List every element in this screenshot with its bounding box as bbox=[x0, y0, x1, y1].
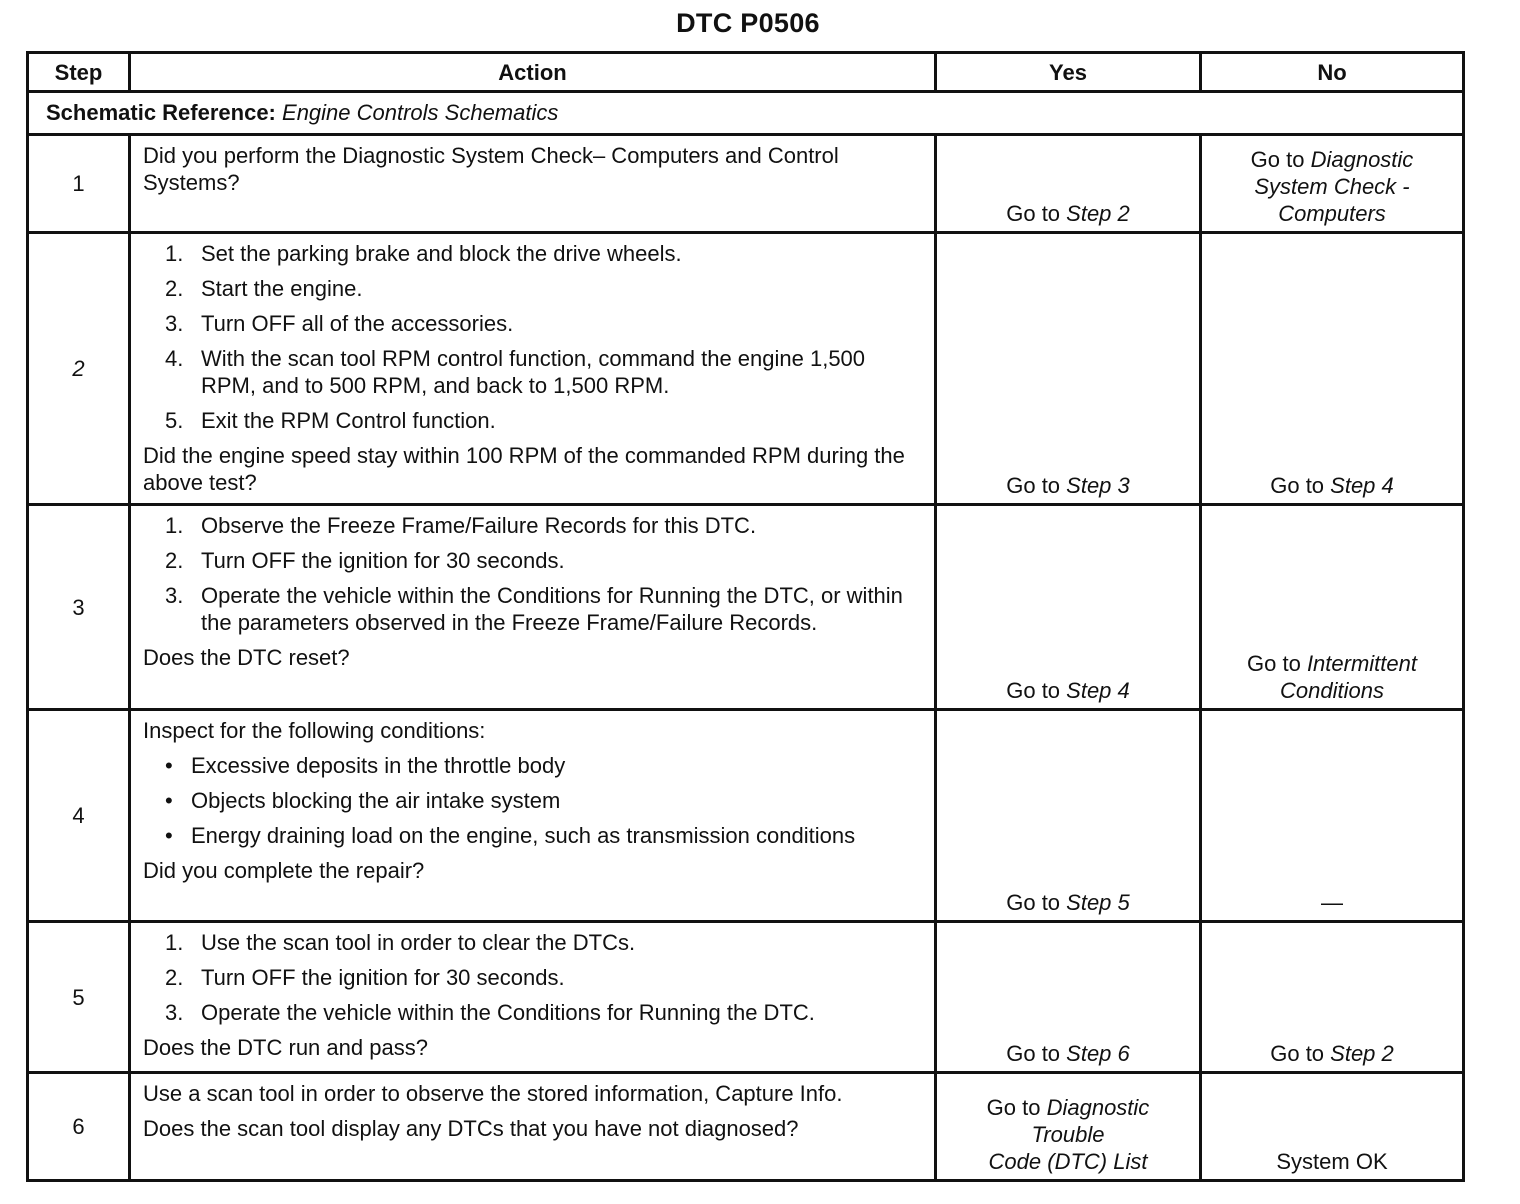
go-to-text: Go to bbox=[1006, 1041, 1067, 1066]
condition-text: Energy draining load on the engine, such as transmission conditions bbox=[191, 823, 856, 848]
bullet-icon: • bbox=[165, 753, 173, 778]
outcome-text: System OK bbox=[1276, 1149, 1388, 1174]
condition-item bbox=[165, 787, 924, 814]
outcome-link[interactable]: Diagnostic bbox=[1046, 1095, 1150, 1120]
action-step-number: 2. bbox=[165, 276, 184, 301]
action-question: Did you perform the Diagnostic System Check– Computers and Control Systems? bbox=[143, 143, 839, 195]
action-step bbox=[165, 929, 924, 956]
outcome-link[interactable]: Diagnostic bbox=[1310, 147, 1414, 172]
action-steps bbox=[143, 240, 924, 434]
action-cell bbox=[130, 922, 936, 1073]
action-question: Did you complete the repair? bbox=[143, 858, 425, 883]
no-outcome bbox=[1201, 135, 1464, 233]
action-step-number: 5. bbox=[165, 408, 184, 433]
action-question: Does the DTC run and pass? bbox=[143, 1035, 428, 1060]
schematic-reference-row bbox=[28, 92, 1464, 135]
header-step: Step bbox=[28, 53, 130, 92]
step-row bbox=[28, 233, 1464, 505]
outcome-link[interactable]: Intermittent bbox=[1306, 651, 1417, 676]
page-title: DTC P0506 bbox=[676, 8, 820, 38]
action-cell bbox=[130, 505, 936, 710]
step-link[interactable]: Step 6 bbox=[1066, 1041, 1130, 1066]
go-to-text: Go to bbox=[1006, 890, 1067, 915]
outcome-line[interactable]: Code (DTC) List bbox=[988, 1149, 1148, 1174]
step-number: 5 bbox=[28, 922, 130, 1073]
go-to-text: Go to bbox=[1270, 1041, 1331, 1066]
action-step-text: Operate the vehicle within the Conditions for Running the DTC, or within the parameters observed in the Freeze Frame/Failure Records. bbox=[201, 583, 903, 635]
step-row bbox=[28, 1073, 1464, 1181]
step-number: 6 bbox=[28, 1073, 130, 1181]
action-step-text: Use the scan tool in order to clear the DTCs. bbox=[201, 930, 636, 955]
action-step-number: 1. bbox=[165, 513, 184, 538]
yes-outcome bbox=[936, 233, 1201, 505]
diagnostic-table bbox=[26, 51, 1465, 1182]
condition-item bbox=[165, 822, 924, 849]
step-number: 3 bbox=[28, 505, 130, 710]
header-yes: Yes bbox=[936, 53, 1201, 92]
action-step-text: Operate the vehicle within the Conditions for Running the DTC. bbox=[201, 1000, 815, 1025]
action-step-number: 2. bbox=[165, 965, 184, 990]
action-cell bbox=[130, 1073, 936, 1181]
action-steps bbox=[143, 512, 924, 636]
outcome-line bbox=[1210, 146, 1454, 173]
yes-outcome bbox=[936, 1073, 1201, 1181]
step-number: 2 bbox=[28, 233, 130, 505]
yes-outcome bbox=[936, 922, 1201, 1073]
go-to-text: Go to bbox=[986, 1095, 1047, 1120]
condition-list bbox=[143, 752, 924, 849]
action-step-number: 3. bbox=[165, 583, 184, 608]
step-link[interactable]: Step 2 bbox=[1330, 1041, 1394, 1066]
action-step bbox=[165, 310, 924, 337]
action-step bbox=[165, 407, 924, 434]
step-link[interactable]: Step 3 bbox=[1066, 473, 1130, 498]
step-link[interactable]: Step 5 bbox=[1066, 890, 1130, 915]
action-step bbox=[165, 240, 924, 267]
action-step bbox=[165, 964, 924, 991]
action-step-text: Exit the RPM Control function. bbox=[201, 408, 496, 433]
action-step-number: 1. bbox=[165, 930, 184, 955]
step-number: 4 bbox=[28, 710, 130, 922]
yes-outcome bbox=[936, 135, 1201, 233]
action-intro: Use a scan tool in order to observe the stored information, Capture Info. bbox=[143, 1081, 843, 1106]
action-step-text: Set the parking brake and block the drive wheels. bbox=[201, 241, 682, 266]
action-cell bbox=[130, 233, 936, 505]
action-step-text: Observe the Freeze Frame/Failure Records for this DTC. bbox=[201, 513, 757, 538]
outcome-text: — bbox=[1321, 890, 1343, 915]
action-step bbox=[165, 345, 924, 399]
go-to-text: Go to bbox=[1250, 147, 1311, 172]
action-question: Did the engine speed stay within 100 RPM of the commanded RPM during the above test? bbox=[143, 443, 905, 495]
action-step-number: 1. bbox=[165, 241, 184, 266]
condition-item bbox=[165, 752, 924, 779]
schematic-label: Schematic Reference: bbox=[46, 100, 276, 125]
action-cell bbox=[130, 710, 936, 922]
action-step-number: 3. bbox=[165, 311, 184, 336]
step-link[interactable]: Step 2 bbox=[1066, 201, 1130, 226]
no-outcome bbox=[1201, 505, 1464, 710]
outcome-line[interactable]: Computers bbox=[1278, 201, 1386, 226]
outcome-line bbox=[1210, 650, 1454, 677]
outcome-line[interactable]: Trouble bbox=[1031, 1122, 1105, 1147]
bullet-icon: • bbox=[165, 788, 173, 813]
action-cell bbox=[130, 135, 936, 233]
action-step-text: Turn OFF all of the accessories. bbox=[201, 311, 514, 336]
go-to-text: Go to bbox=[1270, 473, 1331, 498]
go-to-text: Go to bbox=[1006, 678, 1067, 703]
action-step bbox=[165, 999, 924, 1026]
no-outcome bbox=[1201, 922, 1464, 1073]
no-outcome bbox=[1201, 710, 1464, 922]
condition-text: Excessive deposits in the throttle body bbox=[191, 753, 566, 778]
schematic-reference bbox=[28, 92, 1464, 135]
bullet-icon: • bbox=[165, 823, 173, 848]
action-question: Does the DTC reset? bbox=[143, 645, 350, 670]
outcome-line[interactable]: System Check - bbox=[1254, 174, 1410, 199]
action-step bbox=[165, 512, 924, 539]
action-step-number: 2. bbox=[165, 548, 184, 573]
go-to-text: Go to bbox=[1006, 201, 1067, 226]
condition-text: Objects blocking the air intake system bbox=[191, 788, 561, 813]
yes-outcome bbox=[936, 710, 1201, 922]
action-step-text: With the scan tool RPM control function, command the engine 1,500 RPM, and to 500 RPM, and back to 1,500 RPM. bbox=[201, 346, 866, 398]
step-link[interactable]: Step 4 bbox=[1330, 473, 1394, 498]
action-question: Does the scan tool display any DTCs that you have not diagnosed? bbox=[143, 1116, 799, 1141]
header-no: No bbox=[1201, 53, 1464, 92]
step-row bbox=[28, 135, 1464, 233]
header-action: Action bbox=[130, 53, 936, 92]
step-row bbox=[28, 922, 1464, 1073]
action-step-text: Turn OFF the ignition for 30 seconds. bbox=[201, 548, 565, 573]
step-link[interactable]: Step 4 bbox=[1066, 678, 1130, 703]
header-row bbox=[28, 53, 1464, 92]
outcome-line bbox=[945, 1094, 1191, 1121]
action-step bbox=[165, 275, 924, 302]
action-step bbox=[165, 547, 924, 574]
step-row bbox=[28, 505, 1464, 710]
action-step-number: 3. bbox=[165, 1000, 184, 1025]
action-intro: Inspect for the following conditions: bbox=[143, 718, 486, 743]
step-row bbox=[28, 710, 1464, 922]
action-step-text: Start the engine. bbox=[201, 276, 363, 301]
action-step bbox=[165, 582, 924, 636]
action-step-text: Turn OFF the ignition for 30 seconds. bbox=[201, 965, 565, 990]
step-number: 1 bbox=[28, 135, 130, 233]
action-steps bbox=[143, 929, 924, 1026]
no-outcome bbox=[1201, 233, 1464, 505]
outcome-line[interactable]: Conditions bbox=[1280, 678, 1384, 703]
no-outcome bbox=[1201, 1073, 1464, 1181]
yes-outcome bbox=[936, 505, 1201, 710]
go-to-text: Go to bbox=[1006, 473, 1067, 498]
schematic-link[interactable]: Engine Controls Schematics bbox=[282, 100, 559, 125]
go-to-text: Go to bbox=[1247, 651, 1307, 676]
action-step-number: 4. bbox=[165, 346, 184, 371]
